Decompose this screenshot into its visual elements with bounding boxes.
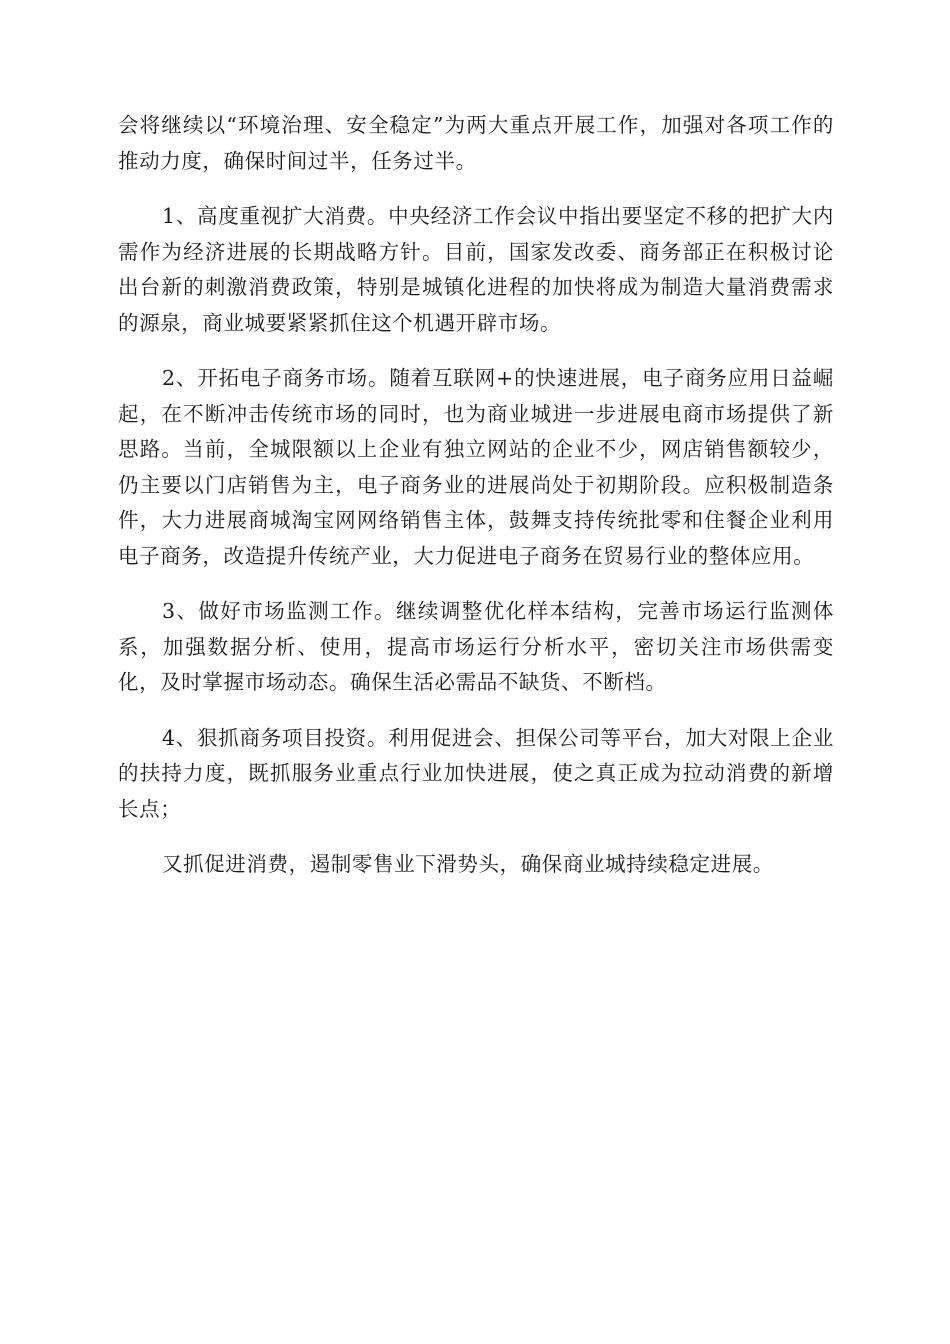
- paragraph-expand-consumption: 1、高度重视扩大消费。中央经济工作会议中指出要坚定不移的把扩大内需作为经济进展的长期战略方针。目前，国家发改委、商务部正在积极讨论出台新的刺激消费政策，特别是城镇化进程的加快将成为制造大量消费需求的源泉，商业城要紧紧抓住这个机遇开辟市场。: [118, 204, 834, 335]
- paragraph-intro: 会将继续以“环境治理、安全稳定”为两大重点开展工作，加强对各项工作的推动力度，确保时间过半，任务过半。: [118, 113, 834, 173]
- paragraph-market-monitoring: 3、做好市场监测工作。继续调整优化样本结构，完善市场运行监测体系，加强数据分析、使用，提高市场运行分析水平，密切关注市场供需变化，及时掌握市场动态。确保生活必需品不缺货、不断档。: [118, 599, 834, 694]
- paragraph-ecommerce-market: 2、开拓电子商务市场。随着互联网+的快速进展，电子商务应用日益崛起，在不断冲击传统市场的同时，也为商业城进一步进展电商市场提供了新思路。当前，全城限额以上企业有独立网站的企业不少，网店销售额较少，仍主要以门店销售为主，电子商务业的进展尚处于初期阶段。应积极制造条件，大力进展商城淘宝网网络销售主体，鼓舞支持传统批零和住餐企业利用电子商务，改造提升传统产业，大力促进电子商务在贸易行业的整体应用。: [118, 366, 834, 568]
- paragraph-promote-consumption: 又抓促进消费，遏制零售业下滑势头，确保商业城持续稳定进展。: [162, 852, 774, 876]
- paragraph-project-investment: 4、狠抓商务项目投资。利用促进会、担保公司等平台，加大对限上企业的扶持力度，既抓服务业重点行业加快进展，使之真正成为拉动消费的新增长点；: [118, 725, 834, 821]
- document-body: [118, 108, 834, 903]
